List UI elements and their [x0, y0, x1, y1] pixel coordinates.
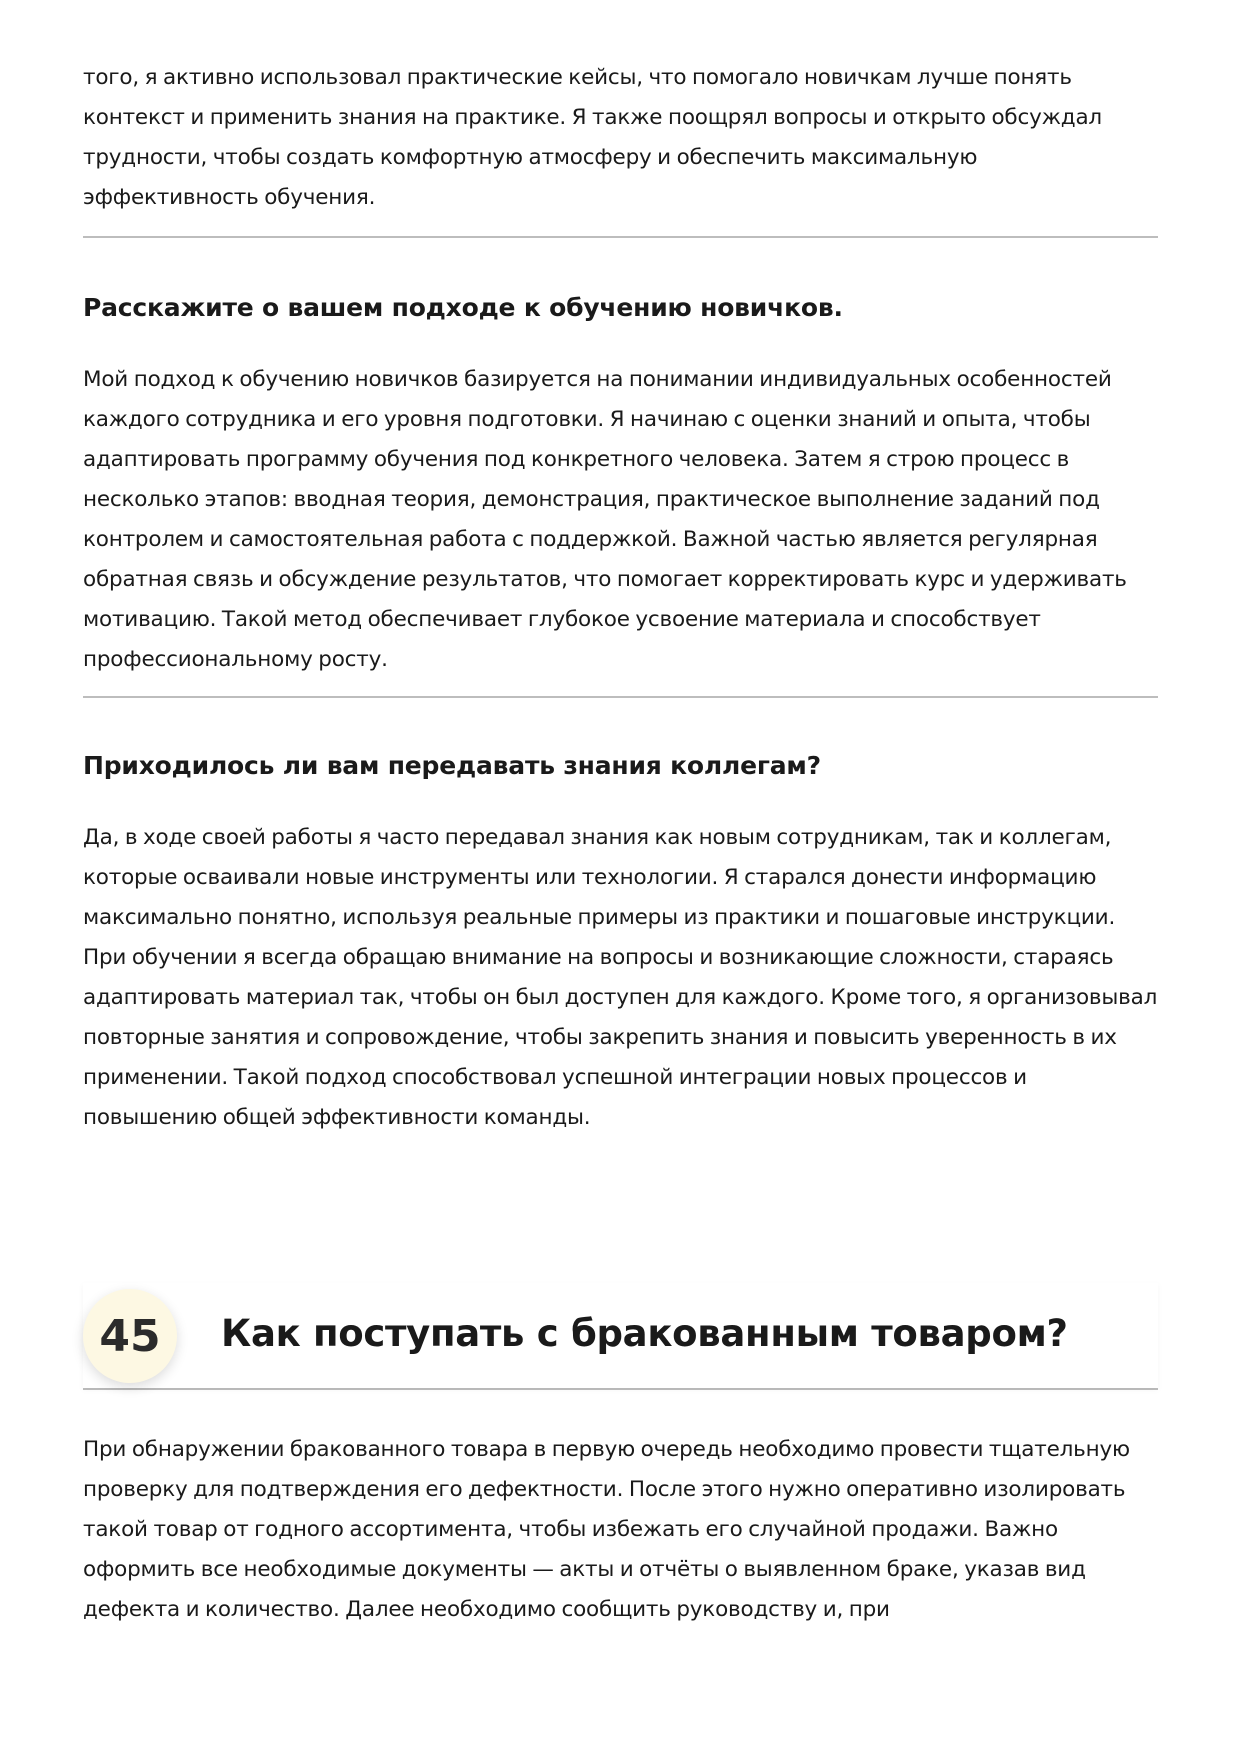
question-title: Приходилось ли вам передавать знания коллегам? — [83, 751, 821, 780]
section-header — [83, 1283, 1158, 1388]
intro-paragraph: того, я активно использовал практические кейсы, что помогало новичкам лучше понять контекст и применить знания на практике. Я также поощрял вопросы и открыто обсуждал трудности, чтобы создать комфортную атмосферу и обеспечить максимальную эффективность обучения. — [83, 65, 1102, 210]
answer-paragraph: Мой подход к обучению новичков базируется на понимании индивидуальных особенностей каждого сотрудника и его уровня подготовки. Я начинаю с оценки знаний и опыта, чтобы адаптировать программу обучения под конкретного человека. Затем я строю процесс в несколько этапов: вводная теория, демонстрация, практическое выполнение заданий под контролем и самостоятельная работа с поддержкой. Важной частью является регулярная обратная связь и обсуждение результатов, что помогает корректировать курс и удерживать мотивацию. Такой метод обеспечивает глубокое усвоение материала и способствует профессиональному росту. — [83, 367, 1127, 672]
document-page — [83, 58, 1158, 1630]
question-title: Расскажите о вашем подходе к обучению новичков. — [83, 293, 843, 322]
answer-paragraph: При обнаружении бракованного товара в первую очередь необходимо провести тщательную проверку для подтверждения его дефектности. После этого нужно оперативно изолировать такой товар от годного ассортимента, чтобы избежать его случайной продажи. Важно оформить все необходимые документы — акты и отчёты о выявленном браке, указав вид дефекта и количество. Далее необходимо сообщить руководству и, при — [83, 1437, 1130, 1622]
section-title: Как поступать с бракованным товаром? — [221, 1312, 1068, 1355]
answer-paragraph: Да, в ходе своей работы я часто передавал знания как новым сотрудникам, так и коллегам, которые осваивали новые инструменты или технологии. Я старался донести информацию максимально понятно, используя реальные примеры из практики и пошаговые инструкции. При обучении я всегда обращаю внимание на вопросы и возникающие сложности, стараясь адаптировать материал так, чтобы он был доступен для каждого. Кроме того, я организовывал повторные занятия и сопровождение, чтобы закрепить знания и повысить уверенность в их применении. Такой подход способствовал успешной интеграции новых процессов и повышению общей эффективности команды. — [83, 825, 1158, 1130]
section-number-badge: 45 — [83, 1289, 177, 1383]
